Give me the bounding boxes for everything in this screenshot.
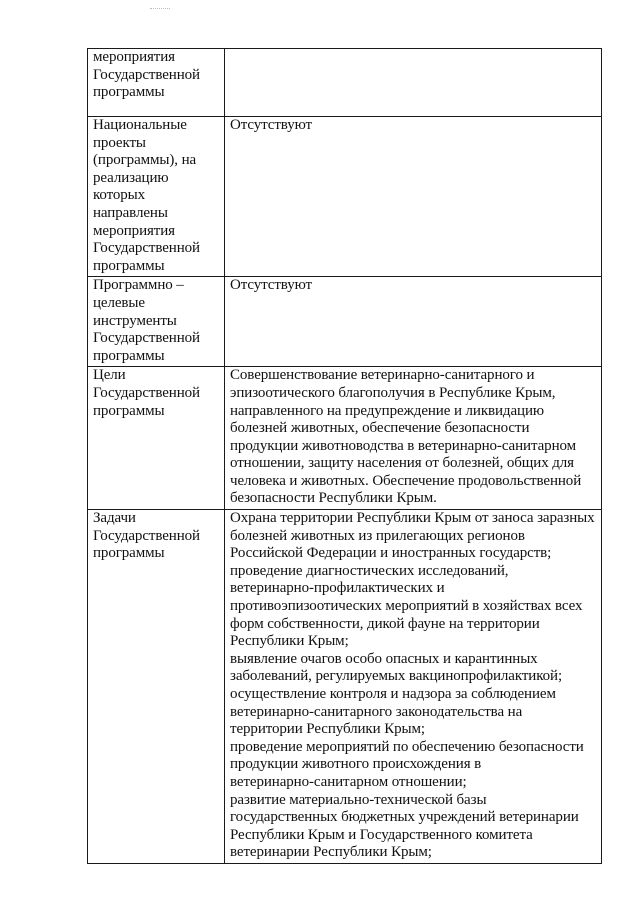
table-row — [88, 117, 602, 277]
row-label: Программно – целевые инструменты Государственной программы — [88, 277, 225, 367]
row-value: Совершенствование ветеринарно-санитарного и эпизоотического благополучия в Республике Крым, направленного на предупреждение и ликвидацию болезней животных, обеспечение безопасности продукции животноводства в ветеринарно-санитарном отношении, защиту населения от болезней, общих для человека и животных. Обеспечение продовольственной безопасности Республики Крым. — [225, 367, 602, 510]
row-value: Отсутствуют — [225, 117, 602, 277]
row-label: Цели Государственной программы — [88, 367, 225, 510]
row-value: Охрана территории Республики Крым от заноса заразных болезней животных из прилегающих регионов Российской Федерации и иностранных государств; проведение диагностических исследований, ветеринарно-профилактических и противоэпизоотических мероприятий в хозяйствах всех форм собственности, дикой фауне на территории Республики Крым; выявление очагов особо опасных и карантинных заболеваний, регулируемых вакцинопрофилактикой; осуществление контроля и надзора за соблюдением ветеринарно-санитарного законодательства на территории Республики Крым; проведение мероприятий по обеспечению безопасности продукции животного происхождения в ветеринарно-санитарном отношении; развитие материально-технической базы государственных бюджетных учреждений ветеринарии Республики Крым и Государственного комитета ветеринарии Республики Крым; — [225, 510, 602, 864]
table-row — [88, 367, 602, 510]
table-row — [88, 49, 602, 117]
row-label: Национальные проекты (программы), на реализацию которых направлены мероприятия Государственной программы — [88, 117, 225, 277]
row-label: Задачи Государственной программы — [88, 510, 225, 864]
row-label: мероприятия Государственной программы — [88, 49, 225, 117]
row-value — [225, 49, 602, 117]
row-value: Отсутствуют — [225, 277, 602, 367]
scan-artifact — [150, 8, 170, 10]
program-passport-table — [87, 48, 602, 864]
table-row — [88, 510, 602, 864]
table-row — [88, 277, 602, 367]
